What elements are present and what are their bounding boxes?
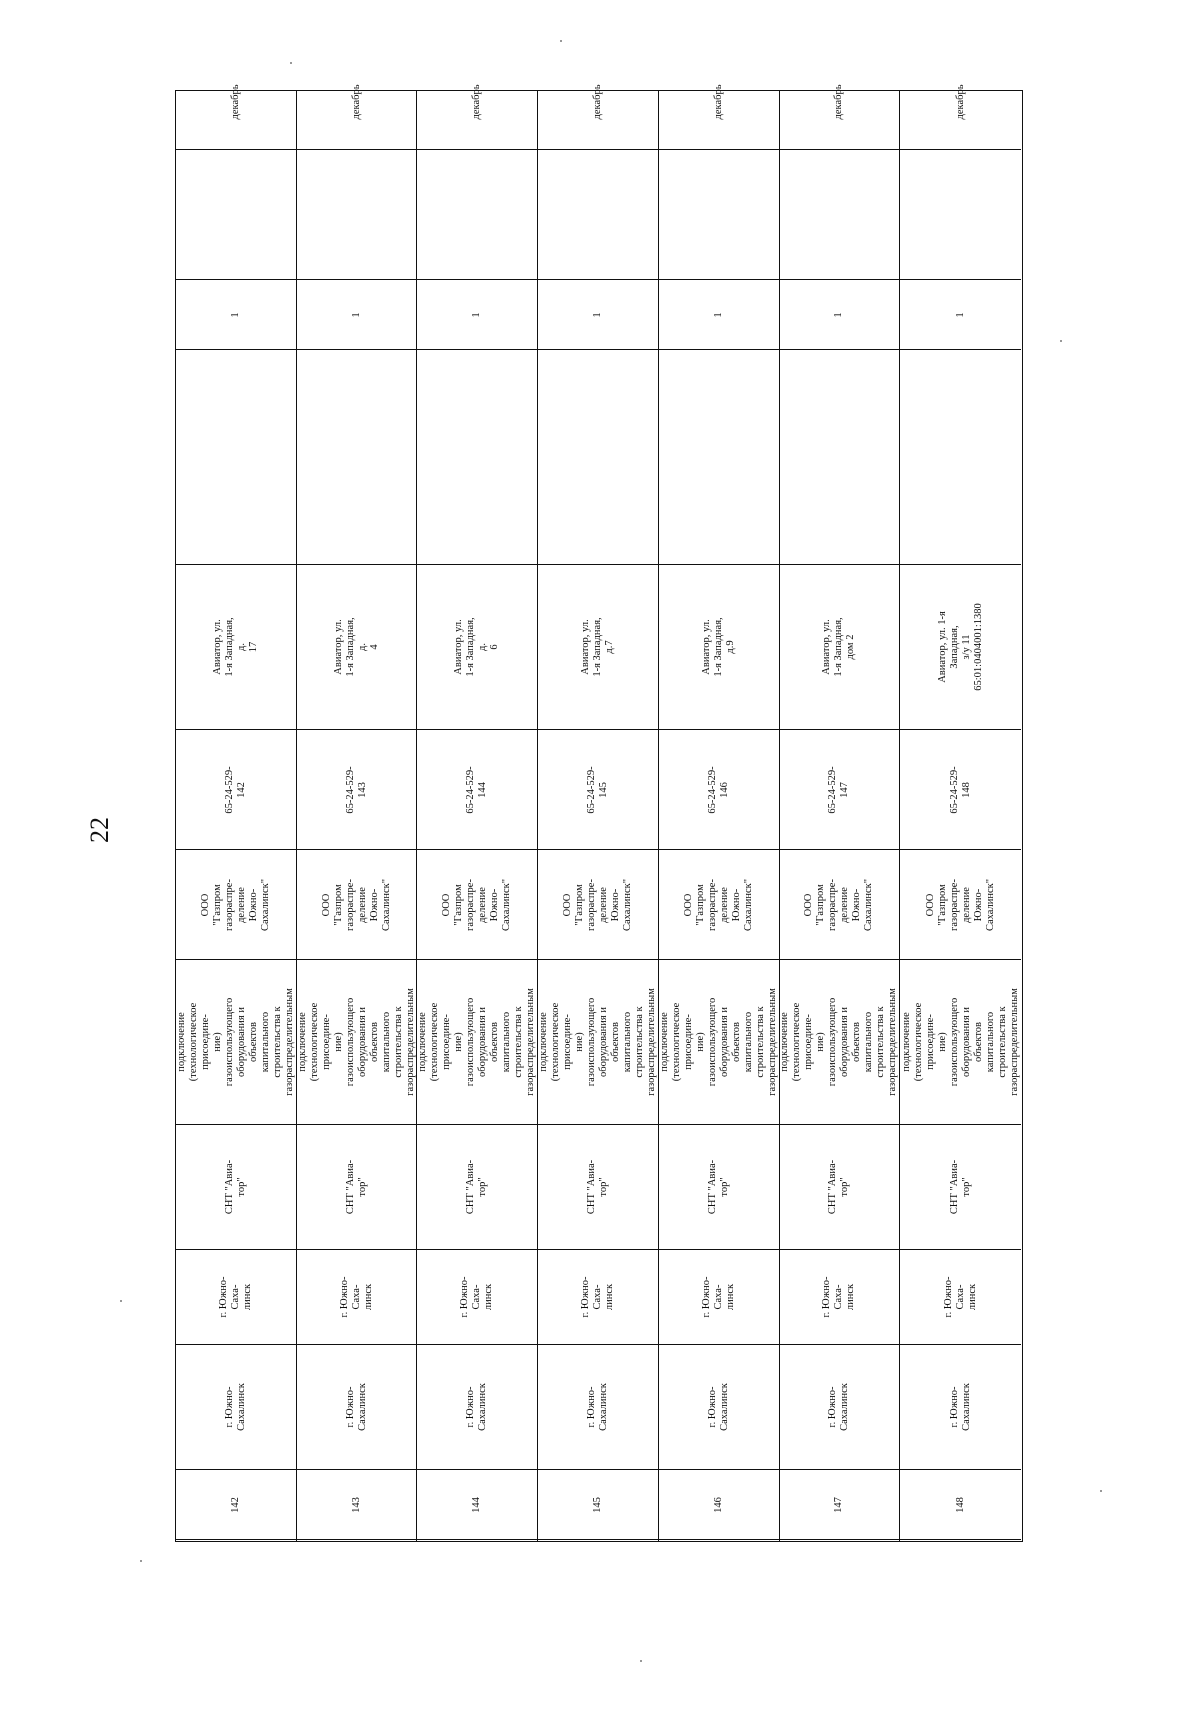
cell-count-text: 1 [954,311,966,318]
cell-organization-text: ООО "Газпром газораспре- деление Южно- Сахалинск" [682,878,754,931]
cell-municipality [176,1345,296,1470]
cell-month-text: декабрь [833,84,845,120]
cell-number-text: 145 [591,1496,603,1513]
scan-speck [290,62,292,64]
cell-month-text: декабрь [712,84,724,120]
cell-locality-text: г. Южно- Саха- линск [700,1276,736,1318]
cell-count [659,280,779,350]
cell-note [297,150,417,280]
cell-contract-number-text: 65-24-529-148 [948,765,972,814]
cell-description [538,960,658,1125]
cell-applicant-text: СНТ "Авиа- тор" [344,1159,368,1215]
cell-number-text: 147 [833,1496,845,1513]
table-row [296,84,418,1541]
cell-description [659,960,779,1125]
cell-number-text: 144 [471,1496,483,1513]
cell-locality [297,1250,417,1345]
cell-organization-text: ООО "Газпром газораспре- деление Южно- Сахалинск" [199,878,271,931]
cell-organization [659,850,779,960]
cell-organization [417,850,537,960]
cell-description-text: подключение (технологическое присоедине- ние) газоиспользующего оборудования и объектов капитального строительства к газораспределительным [900,988,1020,1096]
cell-organization [900,850,1021,960]
cell-address-text: Авиатор, ул. 1-я Западная, д. 17 [211,617,259,677]
cell-contract-number [297,730,417,850]
cell-number-text: 143 [350,1496,362,1513]
cell-locality [900,1250,1021,1345]
cell-note [900,150,1021,280]
cell-applicant-text: СНТ "Авиа- тор" [827,1159,851,1215]
cell-applicant [538,1125,658,1250]
cell-empty [538,350,658,565]
cell-contract-number [417,730,537,850]
cell-note [538,150,658,280]
cell-count-text: 1 [350,311,362,318]
cell-locality-text: г. Южно- Саха- линск [579,1276,615,1318]
cell-applicant-text: СНТ "Авиа- тор" [948,1159,972,1215]
cell-month-text: декабрь [471,84,483,120]
cell-municipality [659,1345,779,1470]
cell-count [176,280,296,350]
cell-count [297,280,417,350]
table-row [658,84,780,1541]
cell-locality-text: г. Южно- Саха- линск [338,1276,374,1318]
cell-applicant-text: СНТ "Авиа- тор" [223,1159,247,1215]
cell-applicant [417,1125,537,1250]
cell-number [659,1470,779,1540]
cell-locality-text: г. Южно- Саха- линск [821,1276,857,1318]
cell-description-text: подключение (технологическое присоедине- ние) газоиспользующего оборудования и объектов капитального строительства к газораспределительным [417,988,537,1096]
cell-month-text: декабрь [954,84,966,120]
table-row [538,84,659,1541]
cell-month [780,55,900,150]
cell-contract-number [659,730,779,850]
cell-month [297,55,417,150]
cell-month-text: декабрь [591,84,603,120]
cell-address [780,565,900,730]
cell-organization-text: ООО "Газпром газораспре- деление Южно- Сахалинск" [803,878,875,931]
cell-municipality [538,1345,658,1470]
cell-number [417,1470,537,1540]
cell-number [538,1470,658,1540]
cell-address-text: Авиатор, ул. 1-я Западная, дом 2 [821,617,857,677]
cell-count-text: 1 [229,311,241,318]
cell-address-text: Авиатор, ул. 1-я Западная, з/у 11 65:01:0404001:1380 [936,603,984,691]
cell-municipality-text: г. Южно- Сахалинск [585,1383,609,1431]
cell-contract-number [176,730,296,850]
cell-description [417,960,537,1125]
cell-applicant [297,1125,417,1250]
cell-applicant [659,1125,779,1250]
cell-municipality [297,1345,417,1470]
cell-locality [176,1250,296,1345]
cell-note [417,150,537,280]
cell-applicant [780,1125,900,1250]
cell-number [780,1470,900,1540]
cell-empty [176,350,296,565]
cell-organization [176,850,296,960]
cell-locality [538,1250,658,1345]
cell-address-text: Авиатор, ул. 1-я Западная, д. 4 [332,617,380,677]
cell-organization-text: ООО "Газпром газораспре- деление Южно- Сахалинск" [924,878,996,931]
cell-contract-number [900,730,1021,850]
cell-number-text: 148 [954,1496,966,1513]
cell-applicant-text: СНТ "Авиа- тор" [465,1159,489,1215]
cell-month [900,55,1021,150]
cell-applicant-text: СНТ "Авиа- тор" [706,1159,730,1215]
data-table [175,84,1023,1542]
cell-description [297,960,417,1125]
scan-speck [560,40,562,42]
cell-municipality-text: г. Южно- Сахалинск [948,1383,972,1431]
cell-empty [780,350,900,565]
cell-municipality-text: г. Южно- Сахалинск [706,1383,730,1431]
cell-number [900,1470,1021,1540]
cell-count [900,280,1021,350]
cell-address [538,565,658,730]
cell-empty [659,350,779,565]
cell-contract-number-text: 65-24-529-147 [827,765,851,814]
table-row [176,84,297,1541]
cell-contract-number-text: 65-24-529-142 [223,765,247,814]
cell-contract-number-text: 65-24-529-144 [465,765,489,814]
cell-contract-number [780,730,900,850]
cell-empty [900,350,1021,565]
table-row [900,84,1021,1541]
cell-count-text: 1 [471,311,483,318]
cell-address [900,565,1021,730]
cell-month [538,55,658,150]
cell-description-text: подключение (технологическое присоедине- ние) газоиспользующего оборудования и объектов капитального строительства к газораспределительным [779,988,899,1096]
cell-municipality-text: г. Южно- Сахалинск [465,1383,489,1431]
cell-count [538,280,658,350]
table-row [417,84,538,1541]
page-number: 22 [85,817,114,843]
scan-speck [1100,1490,1102,1492]
cell-organization-text: ООО "Газпром газораспре- деление Южно- Сахалинск" [320,878,392,931]
scan-speck [1060,340,1062,342]
cell-address-text: Авиатор, ул. 1-я Западная, д.9 [700,617,736,677]
cell-address [176,565,296,730]
cell-month-text: декабрь [229,84,241,120]
cell-count [780,280,900,350]
cell-number-text: 146 [712,1496,724,1513]
cell-locality [417,1250,537,1345]
cell-description-text: подключение (технологическое присоедине- ние) газоиспользующего оборудования и объектов капитального строительства к газораспределительным [296,988,416,1096]
cell-note [176,150,296,280]
cell-municipality-text: г. Южно- Сахалинск [223,1383,247,1431]
cell-number [297,1470,417,1540]
cell-municipality [900,1345,1021,1470]
scan-speck [120,1300,122,1302]
cell-description [780,960,900,1125]
cell-address [297,565,417,730]
cell-locality-text: г. Южно- Саха- линск [942,1276,978,1318]
cell-count-text: 1 [591,311,603,318]
cell-description [900,960,1021,1125]
cell-organization [297,850,417,960]
cell-contract-number-text: 65-24-529-143 [344,765,368,814]
cell-contract-number [538,730,658,850]
cell-address [659,565,779,730]
cell-applicant-text: СНТ "Авиа- тор" [585,1159,609,1215]
cell-count-text: 1 [712,311,724,318]
cell-address-text: Авиатор, ул. 1-я Западная, д.7 [579,617,615,677]
cell-number [176,1470,296,1540]
table-row [779,84,901,1541]
cell-description-text: подключение (технологическое присоедине- ние) газоиспользующего оборудования и объектов капитального строительства к газораспределительным [658,988,778,1096]
cell-applicant [900,1125,1021,1250]
cell-count [417,280,537,350]
cell-applicant [176,1125,296,1250]
cell-month [417,55,537,150]
cell-locality [659,1250,779,1345]
cell-month [176,55,296,150]
cell-organization [538,850,658,960]
cell-address-text: Авиатор, ул. 1-я Западная, д. 6 [453,617,501,677]
cell-contract-number-text: 65-24-529-145 [585,765,609,814]
cell-municipality-text: г. Южно- Сахалинск [827,1383,851,1431]
cell-empty [417,350,537,565]
cell-organization-text: ООО "Газпром газораспре- деление Южно- Сахалинск" [561,878,633,931]
cell-locality [780,1250,900,1345]
cell-municipality [780,1345,900,1470]
cell-address [417,565,537,730]
cell-organization-text: ООО "Газпром газораспре- деление Южно- Сахалинск" [441,878,513,931]
cell-note [780,150,900,280]
scan-speck [140,1560,142,1562]
cell-month [659,55,779,150]
cell-month-text: декабрь [350,84,362,120]
cell-description-text: подключение (технологическое присоедине- ние) газоиспользующего оборудования и объектов капитального строительства к газораспределительным [176,988,295,1096]
cell-number-text: 142 [229,1496,241,1513]
cell-locality-text: г. Южно- Саха- линск [217,1276,253,1318]
cell-organization [780,850,900,960]
cell-municipality-text: г. Южно- Сахалинск [344,1383,368,1431]
cell-count-text: 1 [833,311,845,318]
cell-empty [297,350,417,565]
cell-locality-text: г. Южно- Саха- линск [459,1276,495,1318]
scan-speck [640,1660,642,1662]
cell-note [659,150,779,280]
cell-municipality [417,1345,537,1470]
cell-description-text: подключение (технологическое присоедине- ние) газоиспользующего оборудования и объектов капитального строительства к газораспределительным [538,988,657,1096]
cell-contract-number-text: 65-24-529-146 [706,765,730,814]
cell-description [176,960,296,1125]
